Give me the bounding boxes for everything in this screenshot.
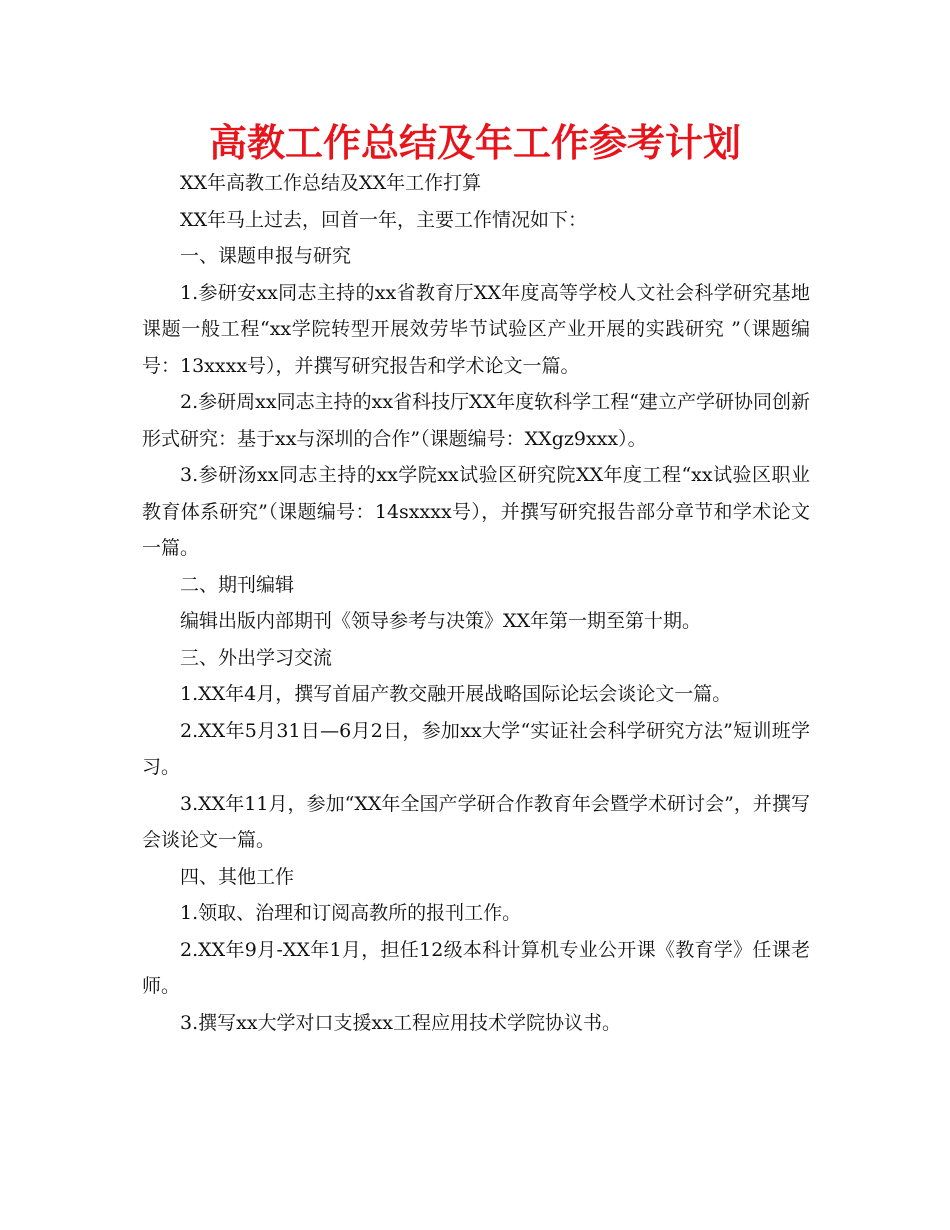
- paragraph: 1.XX年4月，撰写首届产教交融开展战略国际论坛会谈论文一篇。: [180, 683, 732, 705]
- paragraph: 2.参研周xx同志主持的xx省科技厅XX年度软科学工程“建立产学研协同创新形式研究：基于xx与深圳的合作”（课题编号：XXgz9xxx）。: [142, 391, 810, 450]
- paragraph: 3.XX年11月，参加“XX年全国产学研合作教育年会暨学术研讨会”，并撰写会谈论文一篇。: [142, 792, 810, 851]
- paragraph: XX年高教工作总结及XX年工作打算: [180, 172, 482, 194]
- paragraph: 2.XX年9月-XX年1月，担任12级本科计算机专业公开课《教育学》任课老师。: [142, 938, 810, 997]
- paragraph: 1.参研安xx同志主持的xx省教育厅XX年度高等学校人文社会科学研究基地课题一般工程“xx学院转型开展效劳毕节试验区产业开展的实践研究 ”（课题编号：13xxxx号），并撰写研究报告和学术论文一篇。: [142, 281, 810, 377]
- paragraph: 3.撰写xx大学对口支援xx工程应用技术学院协议书。: [180, 1011, 621, 1034]
- paragraph: 1.领取、治理和订阅高教所的报刊工作。: [180, 902, 522, 924]
- section-heading: 一、课题申报与研究: [180, 245, 352, 267]
- document-body: [142, 165, 810, 1041]
- section-heading: 四、其他工作: [180, 865, 295, 888]
- section-heading: 二、期刊编辑: [180, 573, 295, 596]
- paragraph: 2.XX年5月31日—6月2日，参加xx大学“实证社会科学研究方法”短训班学习。: [142, 719, 810, 778]
- paragraph: 3.参研汤xx同志主持的xx学院xx试验区研究院XX年度工程“xx试验区职业教育体系研究”（课题编号：14sxxxx号），并撰写研究报告部分章节和学术论文一篇。: [142, 464, 810, 559]
- paragraph: 编辑出版内部期刊《领导参考与决策》XX年第一期至第十期。: [180, 610, 702, 632]
- section-heading: 三、外出学习交流: [180, 646, 333, 669]
- document-title: 高教工作总结及年工作参考计划: [208, 121, 741, 165]
- paragraph: XX年马上过去，回首一年，主要工作情况如下：: [180, 208, 588, 231]
